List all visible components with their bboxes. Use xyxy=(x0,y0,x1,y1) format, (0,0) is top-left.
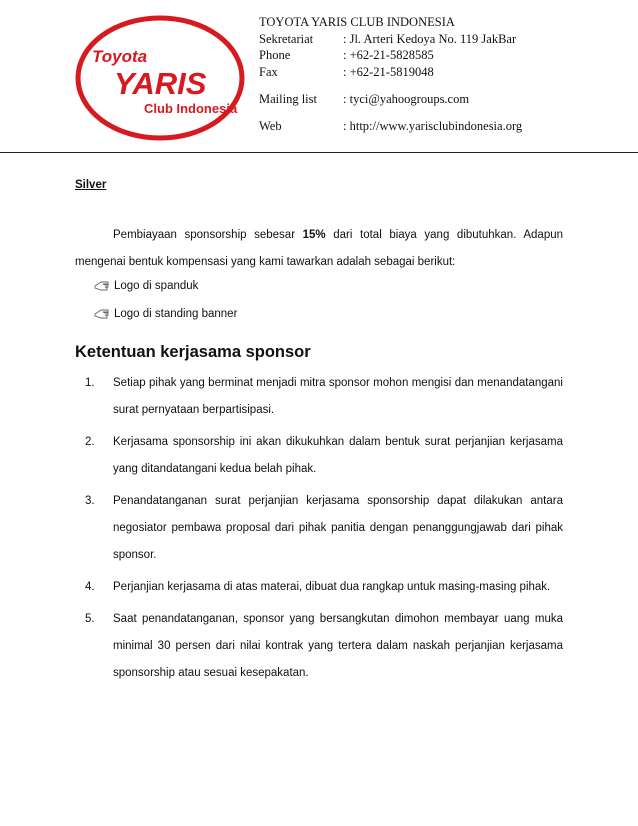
header-row-phone: Phone : +62-21-5828585 xyxy=(259,48,434,62)
list-item: 2. Kerjasama sponsorship ini akan dikukuhkan dalam bentuk surat perjanjian kerjasama yang ditandatangani kedua belah pihak. xyxy=(85,436,563,475)
org-name: TOYOTA YARIS CLUB INDONESIA xyxy=(259,15,455,29)
terms-list xyxy=(75,370,563,687)
club-logo xyxy=(74,14,246,142)
logo-text-toyota: Toyota xyxy=(92,47,148,66)
header-row-fax: Fax : +62-21-5819048 xyxy=(259,64,434,79)
silver-paragraph: Pembiayaan sponsorship sebesar 15% dari total biaya yang dibutuhkan. Adapun mengenai bentuk kompensasi yang kami tawarkan adalah sebagai berikut: xyxy=(75,229,564,268)
header-row-mailing-list: Mailing list : tyci@yahoogroups.com xyxy=(259,92,470,106)
bullet-item: Logo di spanduk xyxy=(94,280,198,292)
pointing-hand-icon xyxy=(94,280,110,292)
section-title-silver: Silver xyxy=(75,179,107,191)
list-item: 3. Penandatanganan surat perjanjian kerjasama sponsorship dapat dilakukan antara negosiator pembawa proposal dari pihak panitia dengan penanggungjawab dari pihak sponsor. xyxy=(85,495,563,561)
header-divider xyxy=(0,152,638,153)
section-heading-ketentuan: Ketentuan kerjasama sponsor xyxy=(75,343,311,361)
header-row-web: Web : http://www.yarisclubindonesia.org xyxy=(259,118,523,133)
list-item: 4. Perjanjian kerjasama di atas materai, dibuat dua rangkap untuk masing-masing pihak. xyxy=(85,581,551,593)
header-row-sekretariat: Sekretariat : Jl. Arteri Kedoya No. 119 JakBar xyxy=(259,31,517,46)
pointing-hand-icon xyxy=(94,308,110,320)
logo-text-club: Club Indonesia xyxy=(144,101,238,116)
letterhead xyxy=(259,14,522,134)
percentage-value: 15% xyxy=(302,229,326,241)
list-item: 5. Saat penandatanganan, sponsor yang bersangkutan dimohon membayar uang muka minimal 30 persen dari nilai kontrak yang tertera dalam naskah perjanjian kerjasama sponsorship atau sesuai kesepakatan. xyxy=(85,613,563,679)
logo-text-yaris: YARIS xyxy=(114,66,207,101)
list-item: 1. Setiap pihak yang berminat menjadi mitra sponsor mohon mengisi dan menandatangani surat pernyataan berpartisipasi. xyxy=(85,377,563,416)
bullet-item: Logo di standing banner xyxy=(94,308,237,320)
